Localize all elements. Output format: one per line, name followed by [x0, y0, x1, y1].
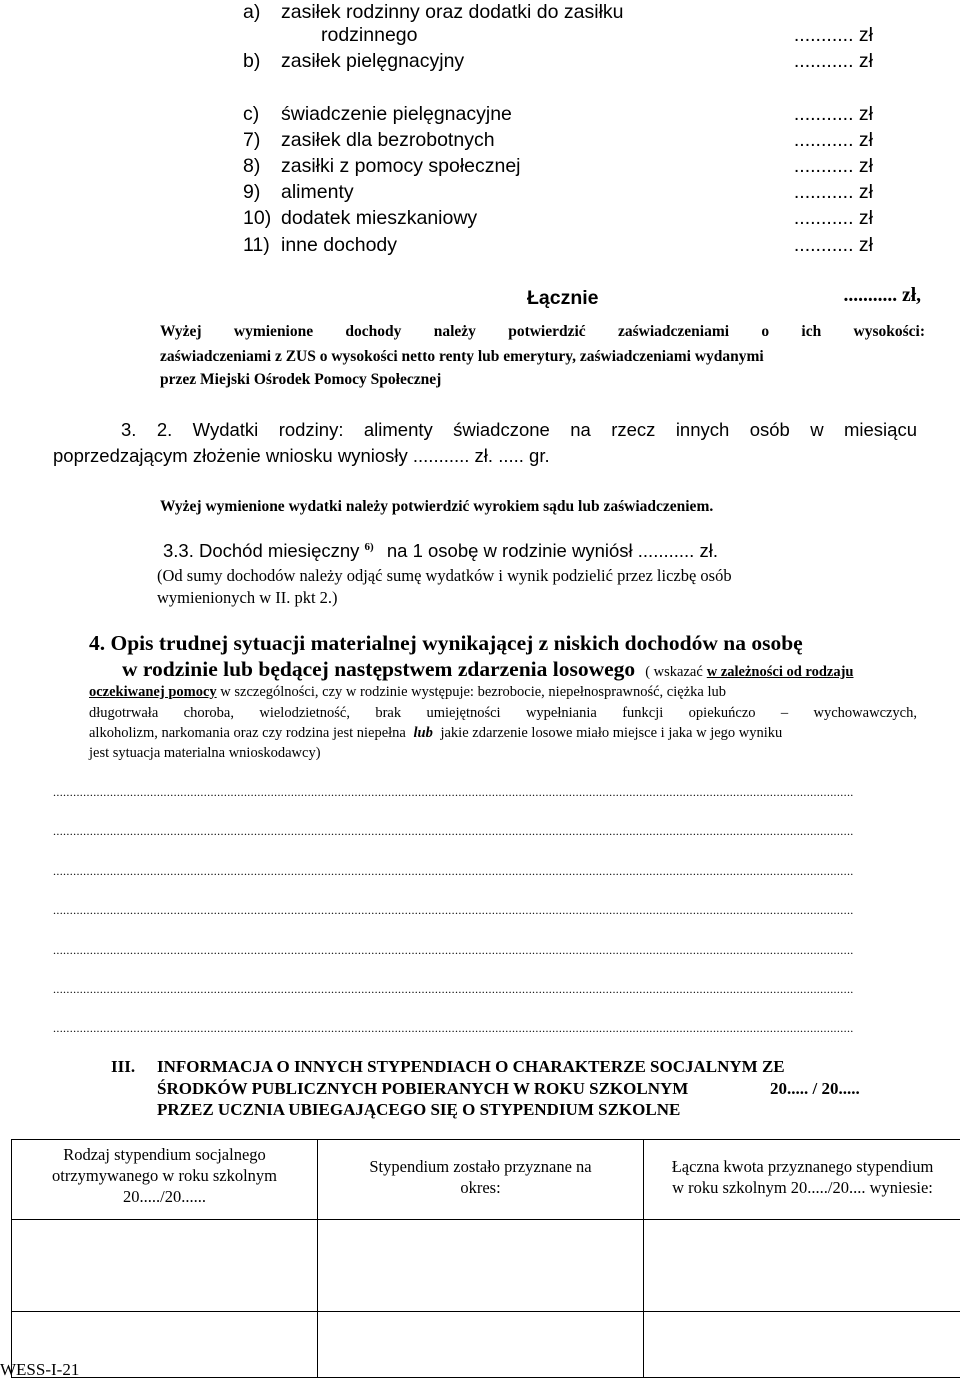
item-number: c) [243, 103, 260, 125]
item-label: inne dochody [281, 234, 398, 256]
item-amount: ........... zł [793, 129, 873, 151]
item-label: zasiłek pielęgnacyjny [281, 50, 465, 72]
item-number: a) [243, 1, 261, 23]
fill-in-line[interactable]: ............................................................................................................................................................................................................................................... [53, 824, 854, 838]
hint-underlined: oczekiwanej pomocy [89, 684, 217, 700]
item-amount: ........... zł [793, 181, 873, 203]
table-row [12, 1220, 960, 1312]
total-value: ........... zł, [843, 285, 921, 306]
fill-in-line[interactable]: ............................................................................................................................................................................................................................................... [53, 903, 854, 917]
item-amount: ........... zł [793, 50, 873, 72]
item-number: b) [243, 50, 261, 72]
item-label: alimenty [281, 181, 354, 203]
item-label: świadczenie pielęgnacyjne [281, 103, 512, 125]
item-number: 9) [243, 181, 261, 203]
footnote-ref: 6) [364, 540, 374, 553]
table-header-cell [644, 1140, 960, 1220]
fill-in-line[interactable]: ............................................................................................................................................................................................................................................... [53, 1021, 854, 1035]
fill-in-line[interactable]: ............................................................................................................................................................................................................................................... [53, 982, 854, 996]
income-per-person-note: wymienionych w II. pkt 2.) [157, 588, 338, 607]
table-row [12, 1312, 960, 1378]
header-line: Stypendium zostało przyznane na [369, 1157, 592, 1176]
income-note-line: zaświadczeniami z ZUS o wysokości netto renty lub emerytury, zaświadczeniami wydanymi [160, 348, 764, 365]
income-note-line: Wyżej wymienione dochody należy potwierdzić zaświadczeniami o ich wysokości: [160, 323, 925, 340]
expenses-line-2: poprzedzającym złożenie wniosku wyniosły ........... zł. ..... gr. [53, 445, 550, 466]
table-cell[interactable] [644, 1220, 960, 1312]
header-line: okres: [460, 1178, 501, 1197]
expenses-note: Wyżej wymienione wydatki należy potwierdzić wyrokiem sądu lub zaświadczeniem. [160, 498, 714, 515]
income-item [243, 207, 873, 233]
item-label: rodzinnego [321, 24, 418, 46]
fill-in-line[interactable]: ............................................................................................................................................................................................................................................... [53, 943, 854, 957]
item-label: dodatek mieszkaniowy [281, 207, 478, 229]
income-item [243, 155, 873, 181]
total-label: Łącznie [527, 287, 599, 309]
expenses-line-1: 3. 2. Wydatki rodziny: alimenty świadczone na rzecz innych osób w miesiącu [121, 419, 917, 440]
section-III-title: INFORMACJA O INNYCH STYPENDIACH O CHARAKTERZE SOCJALNYM ZE [157, 1057, 785, 1076]
section-4-hint-line [89, 684, 726, 701]
form-code: WESS-I-21 [0, 1360, 80, 1379]
table-cell[interactable] [318, 1312, 644, 1378]
section-III-numeral: III. [111, 1057, 136, 1076]
hint-text: w szczególności, czy w rodzinie występuje: bezrobocie, niepełnosprawność, ciężka lub [220, 684, 726, 700]
income-per-person-suffix: na 1 osobę w rodzinie wyniósł ........... zł. [386, 540, 718, 561]
item-label: zasiłek rodzinny oraz dodatki do zasiłku [281, 1, 624, 23]
item-number: 8) [243, 155, 261, 177]
income-note-line: przez Miejski Ośrodek Pomocy Społecznej [160, 371, 442, 388]
hint-italic: lub [413, 725, 433, 741]
income-item [243, 24, 873, 50]
item-amount: ........... zł [793, 234, 873, 256]
item-amount: ........... zł [793, 24, 873, 46]
hint-text: jakie zdarzenie losowe miało miejsce i jaka w jego wyniku [440, 725, 783, 741]
table-cell[interactable] [644, 1312, 960, 1378]
income-per-person-note: (Od sumy dochodów należy odjąć sumę wydatków i wynik podzielić przez liczbę osób [157, 566, 732, 585]
item-amount: ........... zł [793, 155, 873, 177]
income-per-person-prefix: 3.3. Dochód miesięczny [163, 540, 360, 561]
item-number: 10) [243, 207, 272, 229]
income-item [243, 103, 873, 129]
item-label: zasiłki z pomocy społecznej [281, 155, 521, 177]
section-4-heading-cont: w rodzinie lub będącej następstwem zdarzenia losowego [122, 657, 636, 681]
item-amount: ........... zł [793, 103, 873, 125]
table-header-row [12, 1140, 960, 1220]
section-4-hint-line [89, 725, 782, 742]
section-4-hint-line: długotrwała choroba, wielodzietność, brak umiejętności wypełniania funkcji opiekuńczo – wychowawczych, [89, 705, 917, 721]
header-line: otrzymywanego w roku szkolnym [52, 1166, 277, 1185]
table-header-cell [318, 1140, 644, 1220]
item-amount: ........... zł [793, 207, 873, 229]
hint-text: alkoholizm, narkomania oraz czy rodzina jest niepełna [89, 725, 406, 741]
header-line: Łączna kwota przyznanego stypendium [671, 1157, 934, 1176]
fill-in-line[interactable]: ............................................................................................................................................................................................................................................... [53, 864, 854, 878]
header-line: w roku szkolnym 20...../20.... wyniesie: [672, 1178, 933, 1197]
income-item [243, 50, 873, 76]
item-number: 7) [243, 129, 261, 151]
income-item [243, 181, 873, 207]
table-header-cell [12, 1140, 318, 1220]
header-line: 20...../20...... [123, 1187, 206, 1206]
table-cell[interactable] [12, 1220, 318, 1312]
income-item [243, 234, 873, 260]
hint-underlined: w zależności od rodzaju [706, 664, 854, 680]
item-label: zasiłek dla bezrobotnych [281, 129, 495, 151]
header-line: Rodzaj stypendium socjalnego [63, 1145, 266, 1164]
section-III-title: ŚRODKÓW PUBLICZNYCH POBIERANYCH W ROKU SZKOLNYM [157, 1079, 689, 1098]
section-4-heading-line-2 [122, 657, 854, 682]
hint-open: ( wskazać [645, 664, 703, 680]
item-number: 11) [243, 234, 270, 256]
section-III-year: 20..... / 20..... [770, 1079, 860, 1098]
section-4-hint-line: jest sytuacja materialna wnioskodawcy) [89, 745, 321, 761]
income-item [243, 129, 873, 155]
income-per-person [163, 540, 718, 562]
scholarship-table [11, 1139, 960, 1378]
fill-in-line[interactable]: ............................................................................................................................................................................................................................................... [53, 785, 854, 799]
section-4-heading: 4. Opis trudnej sytuacji materialnej wynikającej z niskich dochodów na osobę [89, 631, 803, 655]
section-III-title: PRZEZ UCZNIA UBIEGAJĄCEGO SIĘ O STYPENDIUM SZKOLNE [157, 1100, 681, 1119]
table-cell[interactable] [318, 1220, 644, 1312]
